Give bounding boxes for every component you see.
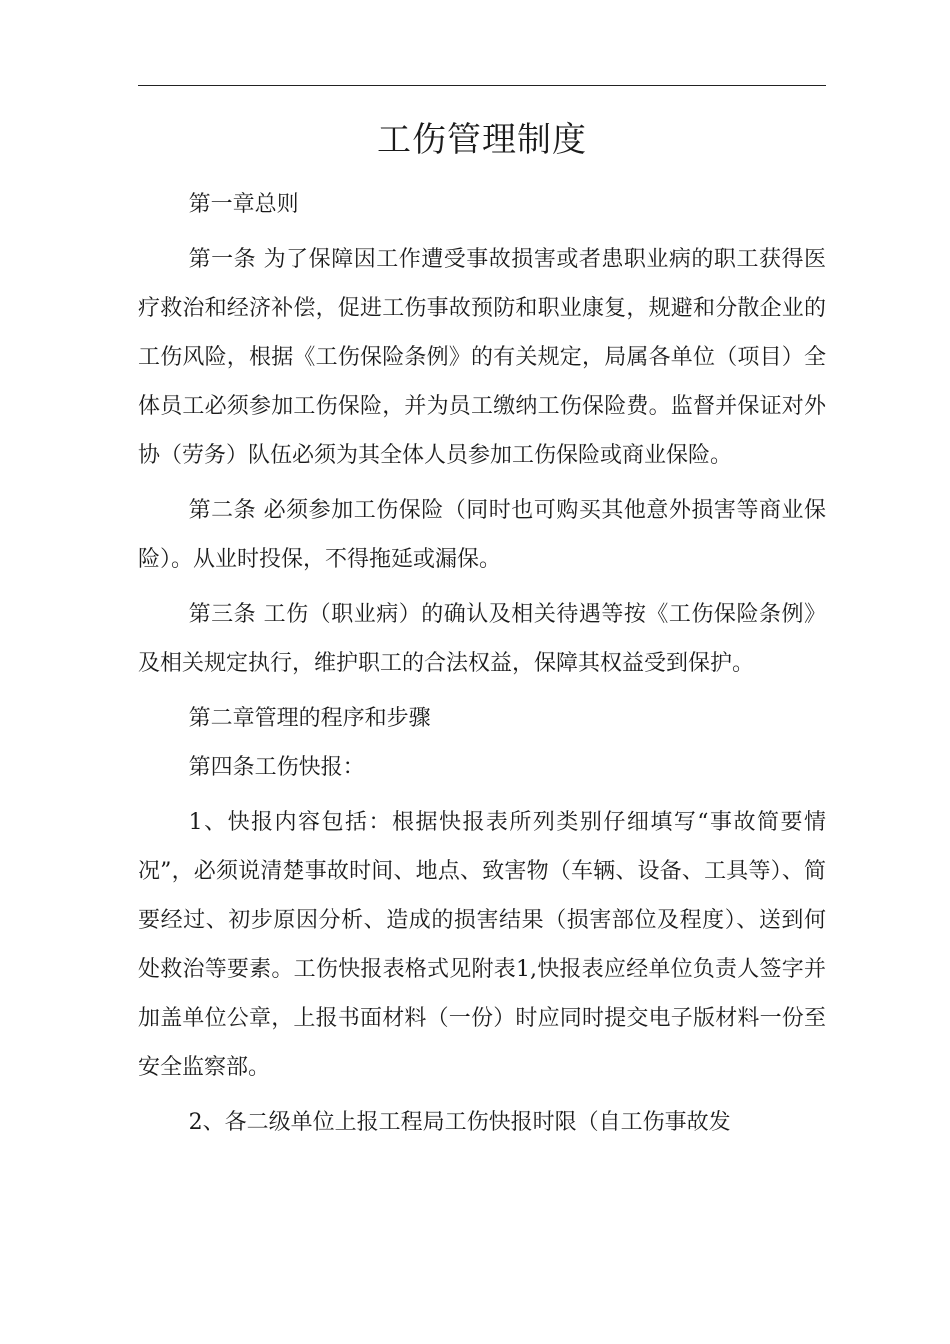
article-paragraph: 第二条 必须参加工伤保险（同时也可购买其他意外损害等商业保险）。从业时投保，不得拖延或漏保。	[138, 498, 826, 572]
article-paragraph: 第一条 为了保障因工作遭受事故损害或者患职业病的职工获得医疗救治和经济补偿，促进工伤事故预防和职业康复，规避和分散企业的工伤风险，根据《工伤保险条例》的有关规定，局属各单位（项目）全体员工必须参加工伤保险，并为员工缴纳工伤保险费。监督并保证对外协（劳务）队伍必须为其全体人员参加工伤保险或商业保险。	[138, 247, 826, 468]
list-item: 1、快报内容包括：根据快报表所列类别仔细填写“事故简要情况”，必须说清楚事故时间、地点、致害物（车辆、设备、工具等）、简要经过、初步原因分析、造成的损害结果（损害部位及程度）、送到何处救治等要素。工伤快报表格式见附表1,快报表应经单位负责人签字并加盖单位公章，上报书面材料（一份）时应同时提交电子版材料一份至安全监察部。	[138, 810, 826, 1080]
chapter-heading: 第一章总则	[188, 192, 299, 217]
document-title: 工伤管理制度	[377, 120, 587, 160]
article-paragraph: 第四条工伤快报：	[188, 755, 365, 780]
header-rule	[138, 85, 826, 86]
list-item: 2、各二级单位上报工程局工伤快报时限（自工伤事故发	[188, 1110, 731, 1135]
article-paragraph: 第三条 工伤（职业病）的确认及相关待遇等按《工伤保险条例》及相关规定执行，维护职工的合法权益，保障其权益受到保护。	[138, 602, 826, 676]
chapter-heading: 第二章管理的程序和步骤	[188, 706, 431, 731]
document-body	[138, 180, 826, 1153]
